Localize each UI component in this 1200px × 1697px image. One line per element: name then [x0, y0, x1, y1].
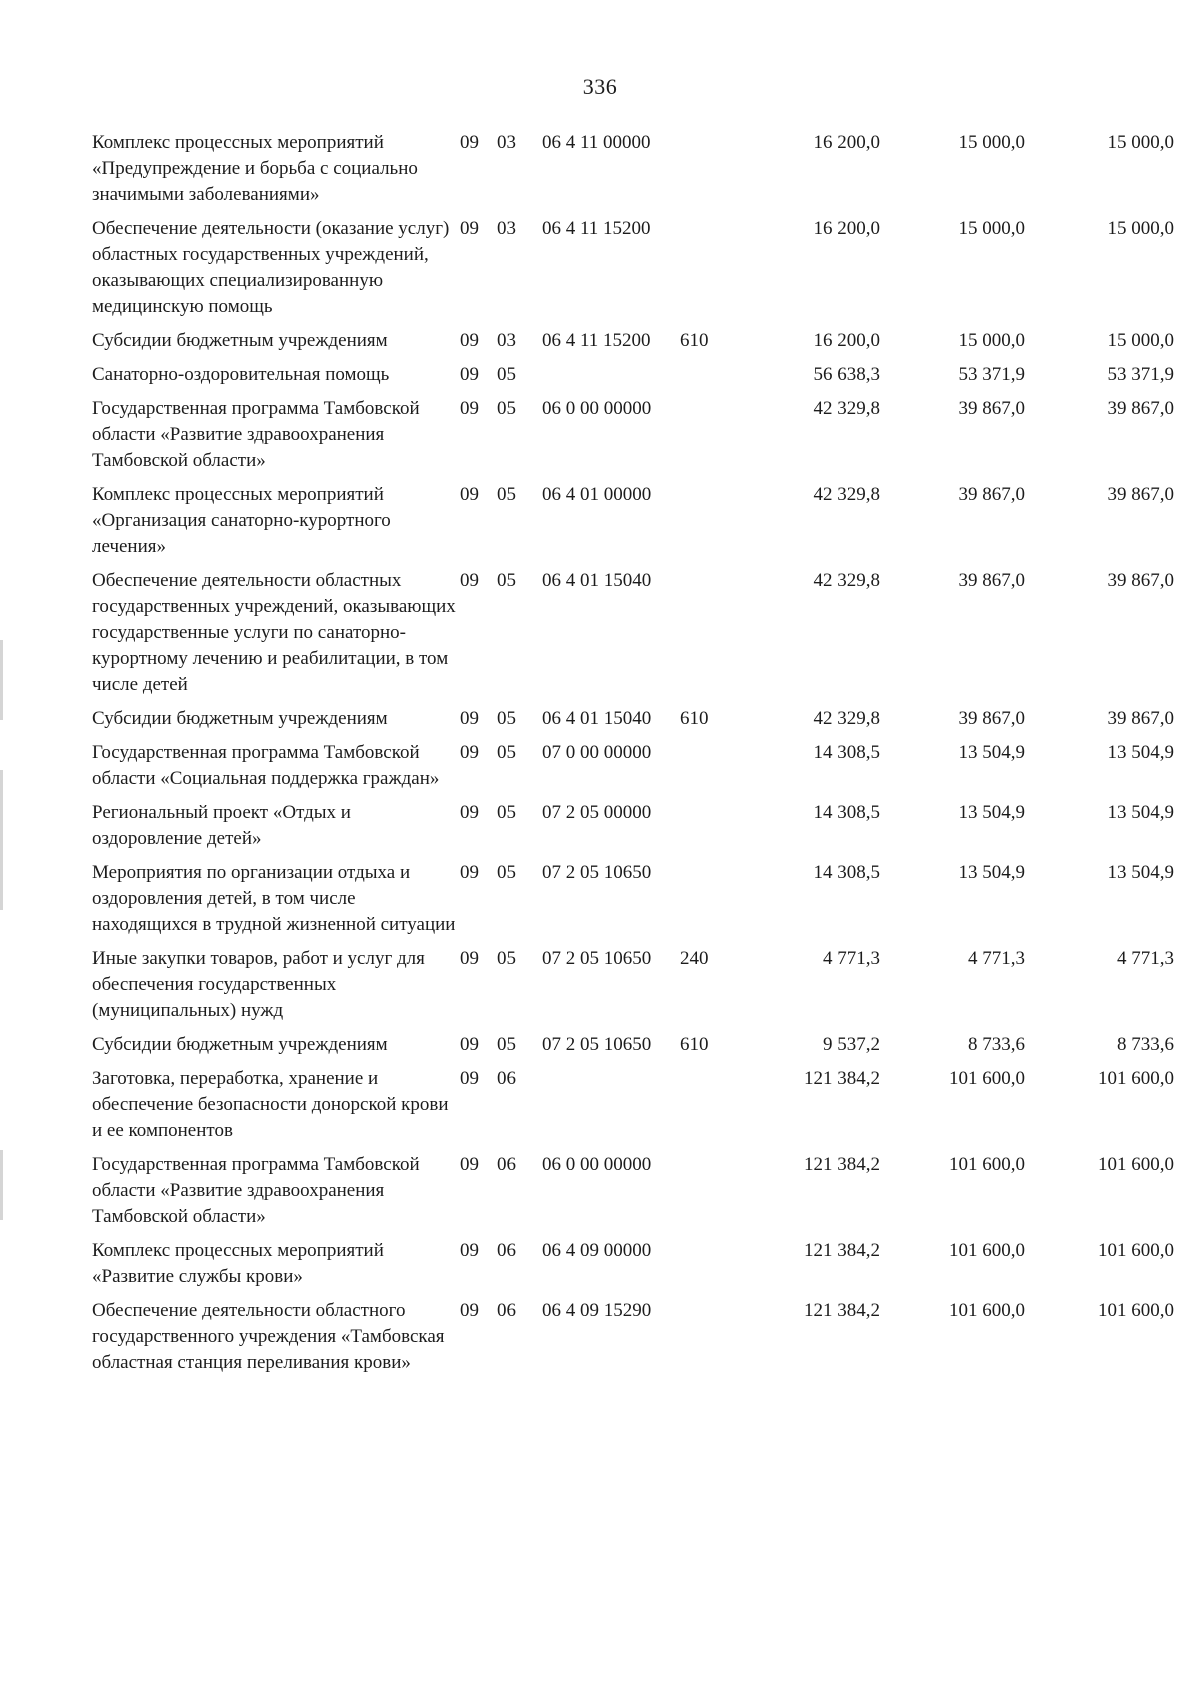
- amount-year-3: 101 600,0: [1098, 1300, 1174, 1321]
- subsection-code: 06: [497, 1154, 516, 1175]
- amount-year-2: 39 867,0: [958, 484, 1025, 505]
- amount-year-1: 9 537,2: [823, 1034, 880, 1055]
- amount-year-3: 8 733,6: [1117, 1034, 1174, 1055]
- item-name: Иные закупки товаров, работ и услуг для обеспечения государственных (муниципальных) нужд: [92, 948, 425, 1021]
- amount-year-1: 121 384,2: [804, 1240, 880, 1261]
- scan-edge-mark: [0, 1150, 3, 1220]
- amount-year-3: 39 867,0: [1107, 398, 1174, 419]
- expense-type-code: [680, 482, 740, 568]
- item-name: Государственная программа Тамбовской области «Развитие здравоохранения Тамбовской области»: [92, 1154, 420, 1227]
- amount-year-1: 42 329,8: [813, 484, 880, 505]
- expense-type-code: [680, 130, 740, 216]
- amount-year-1: 121 384,2: [804, 1300, 880, 1321]
- section-code: 09: [460, 708, 479, 729]
- target-article-code: 07 2 05 10650: [542, 948, 652, 969]
- expense-type-code: [680, 1238, 740, 1298]
- amount-year-1: 16 200,0: [813, 218, 880, 239]
- item-name: Субсидии бюджетным учреждениям: [92, 708, 388, 729]
- scan-edge-mark: [0, 770, 3, 910]
- section-code: 09: [460, 364, 479, 385]
- section-code: 09: [460, 570, 479, 591]
- section-code: 09: [460, 330, 479, 351]
- subsection-code: 06: [497, 1300, 516, 1321]
- amount-year-3: 13 504,9: [1107, 802, 1174, 823]
- item-name: Субсидии бюджетным учреждениям: [92, 330, 388, 351]
- table-row: [92, 362, 1174, 396]
- amount-year-2: 101 600,0: [949, 1068, 1025, 1089]
- item-name: Мероприятия по организации отдыха и оздоровления детей, в том числе находящихся в трудной жизненной ситуации: [92, 862, 456, 935]
- amount-year-2: 39 867,0: [958, 708, 1025, 729]
- section-code: 09: [460, 218, 479, 239]
- scan-edge-mark: [0, 640, 3, 720]
- amount-year-2: 15 000,0: [958, 132, 1025, 153]
- table-row: [92, 482, 1174, 568]
- amount-year-3: 13 504,9: [1107, 862, 1174, 883]
- amount-year-1: 16 200,0: [813, 330, 880, 351]
- target-article-code: 07 0 00 00000: [542, 742, 652, 763]
- target-article-code: [542, 1066, 680, 1152]
- subsection-code: 03: [497, 330, 516, 351]
- target-article-code: 07 2 05 10650: [542, 1034, 652, 1055]
- table-row: [92, 860, 1174, 946]
- section-code: 09: [460, 1034, 479, 1055]
- subsection-code: 06: [497, 1068, 516, 1089]
- table-row: [92, 328, 1174, 362]
- expense-type-code: [680, 860, 740, 946]
- section-code: 09: [460, 948, 479, 969]
- amount-year-1: 14 308,5: [813, 742, 880, 763]
- expense-type-code: [680, 800, 740, 860]
- target-article-code: 07 2 05 10650: [542, 862, 652, 883]
- table-row: [92, 1238, 1174, 1298]
- amount-year-3: 101 600,0: [1098, 1240, 1174, 1261]
- expense-type-code: [680, 216, 740, 328]
- amount-year-3: 13 504,9: [1107, 742, 1174, 763]
- amount-year-1: 121 384,2: [804, 1154, 880, 1175]
- table-row: [92, 396, 1174, 482]
- amount-year-3: 39 867,0: [1107, 484, 1174, 505]
- amount-year-1: 121 384,2: [804, 1068, 880, 1089]
- target-article-code: 06 4 11 15200: [542, 218, 651, 239]
- budget-table: [92, 130, 1174, 1384]
- target-article-code: 06 4 01 15040: [542, 708, 652, 729]
- subsection-code: 05: [497, 802, 516, 823]
- subsection-code: 05: [497, 364, 516, 385]
- amount-year-3: 53 371,9: [1107, 364, 1174, 385]
- amount-year-3: 101 600,0: [1098, 1154, 1174, 1175]
- item-name: Обеспечение деятельности областных государственных учреждений, оказывающих государственные услуги по санаторно-курортному лечению и реабилитации, в том числе детей: [92, 570, 456, 695]
- table-row: [92, 800, 1174, 860]
- amount-year-2: 8 733,6: [968, 1034, 1025, 1055]
- expense-type-code: [680, 396, 740, 482]
- section-code: 09: [460, 802, 479, 823]
- subsection-code: 03: [497, 132, 516, 153]
- item-name: Санаторно-оздоровительная помощь: [92, 364, 390, 385]
- target-article-code: 06 4 11 00000: [542, 132, 651, 153]
- amount-year-3: 15 000,0: [1107, 218, 1174, 239]
- amount-year-2: 101 600,0: [949, 1240, 1025, 1261]
- amount-year-1: 4 771,3: [823, 948, 880, 969]
- item-name: Обеспечение деятельности областного государственного учреждения «Тамбовская областная станция переливания крови»: [92, 1300, 445, 1373]
- target-article-code: 06 4 09 15290: [542, 1300, 652, 1321]
- target-article-code: 06 4 11 15200: [542, 330, 651, 351]
- amount-year-1: 16 200,0: [813, 132, 880, 153]
- target-article-code: 06 4 01 15040: [542, 570, 652, 591]
- section-code: 09: [460, 1300, 479, 1321]
- item-name: Государственная программа Тамбовской области «Развитие здравоохранения Тамбовской области»: [92, 398, 420, 471]
- page-number: 336: [582, 74, 618, 99]
- target-article-code: 06 4 01 00000: [542, 484, 652, 505]
- amount-year-3: 39 867,0: [1107, 570, 1174, 591]
- table-row: [92, 1298, 1174, 1384]
- amount-year-2: 53 371,9: [958, 364, 1025, 385]
- subsection-code: 05: [497, 742, 516, 763]
- table-row: [92, 740, 1174, 800]
- table-row: [92, 130, 1174, 216]
- item-name: Государственная программа Тамбовской области «Социальная поддержка граждан»: [92, 742, 440, 789]
- amount-year-2: 39 867,0: [958, 398, 1025, 419]
- amount-year-2: 13 504,9: [958, 802, 1025, 823]
- expense-type-code: 610: [680, 1034, 709, 1055]
- section-code: 09: [460, 484, 479, 505]
- table-row: [92, 946, 1174, 1032]
- amount-year-2: 4 771,3: [968, 948, 1025, 969]
- subsection-code: 05: [497, 484, 516, 505]
- amount-year-2: 39 867,0: [958, 570, 1025, 591]
- table-row: [92, 1066, 1174, 1152]
- expense-type-code: 240: [680, 948, 709, 969]
- amount-year-2: 101 600,0: [949, 1154, 1025, 1175]
- amount-year-3: 4 771,3: [1117, 948, 1174, 969]
- expense-type-code: [680, 362, 740, 396]
- table-row: [92, 706, 1174, 740]
- section-code: 09: [460, 1154, 479, 1175]
- table-row: [92, 1032, 1174, 1066]
- expense-type-code: [680, 1152, 740, 1238]
- amount-year-3: 101 600,0: [1098, 1068, 1174, 1089]
- expense-type-code: [680, 1298, 740, 1384]
- budget-table-body: [92, 130, 1174, 1384]
- table-row: [92, 216, 1174, 328]
- amount-year-1: 14 308,5: [813, 862, 880, 883]
- expense-type-code: [680, 568, 740, 706]
- table-row: [92, 1152, 1174, 1238]
- item-name: Региональный проект «Отдых и оздоровление детей»: [92, 802, 351, 849]
- target-article-code: 07 2 05 00000: [542, 802, 652, 823]
- target-article-code: 06 0 00 00000: [542, 398, 652, 419]
- expense-type-code: 610: [680, 330, 709, 351]
- subsection-code: 05: [497, 948, 516, 969]
- amount-year-3: 15 000,0: [1107, 330, 1174, 351]
- item-name: Субсидии бюджетным учреждениям: [92, 1034, 388, 1055]
- section-code: 09: [460, 1068, 479, 1089]
- section-code: 09: [460, 132, 479, 153]
- subsection-code: 05: [497, 398, 516, 419]
- amount-year-3: 39 867,0: [1107, 708, 1174, 729]
- expense-type-code: 610: [680, 708, 709, 729]
- amount-year-1: 42 329,8: [813, 708, 880, 729]
- amount-year-2: 13 504,9: [958, 742, 1025, 763]
- subsection-code: 03: [497, 218, 516, 239]
- amount-year-1: 42 329,8: [813, 570, 880, 591]
- target-article-code: 06 4 09 00000: [542, 1240, 652, 1261]
- subsection-code: 05: [497, 1034, 516, 1055]
- table-row: [92, 568, 1174, 706]
- expense-type-code: [680, 1066, 740, 1152]
- amount-year-2: 13 504,9: [958, 862, 1025, 883]
- subsection-code: 05: [497, 570, 516, 591]
- section-code: 09: [460, 398, 479, 419]
- expense-type-code: [680, 740, 740, 800]
- item-name: Обеспечение деятельности (оказание услуг) областных государственных учреждений, оказывающих специализированную медицинскую помощь: [92, 218, 450, 317]
- section-code: 09: [460, 742, 479, 763]
- amount-year-2: 15 000,0: [958, 218, 1025, 239]
- subsection-code: 06: [497, 1240, 516, 1261]
- amount-year-2: 15 000,0: [958, 330, 1025, 351]
- section-code: 09: [460, 862, 479, 883]
- target-article-code: [542, 362, 680, 396]
- amount-year-1: 14 308,5: [813, 802, 880, 823]
- amount-year-1: 56 638,3: [813, 364, 880, 385]
- item-name: Комплекс процессных мероприятий «Развитие службы крови»: [92, 1240, 384, 1287]
- item-name: Комплекс процессных мероприятий «Организация санаторно-курортного лечения»: [92, 484, 391, 557]
- subsection-code: 05: [497, 862, 516, 883]
- amount-year-3: 15 000,0: [1107, 132, 1174, 153]
- amount-year-2: 101 600,0: [949, 1300, 1025, 1321]
- subsection-code: 05: [497, 708, 516, 729]
- target-article-code: 06 0 00 00000: [542, 1154, 652, 1175]
- item-name: Заготовка, переработка, хранение и обеспечение безопасности донорской крови и ее компонентов: [92, 1068, 449, 1141]
- amount-year-1: 42 329,8: [813, 398, 880, 419]
- section-code: 09: [460, 1240, 479, 1261]
- item-name: Комплекс процессных мероприятий «Предупреждение и борьба с социально значимыми заболеваниями»: [92, 132, 418, 205]
